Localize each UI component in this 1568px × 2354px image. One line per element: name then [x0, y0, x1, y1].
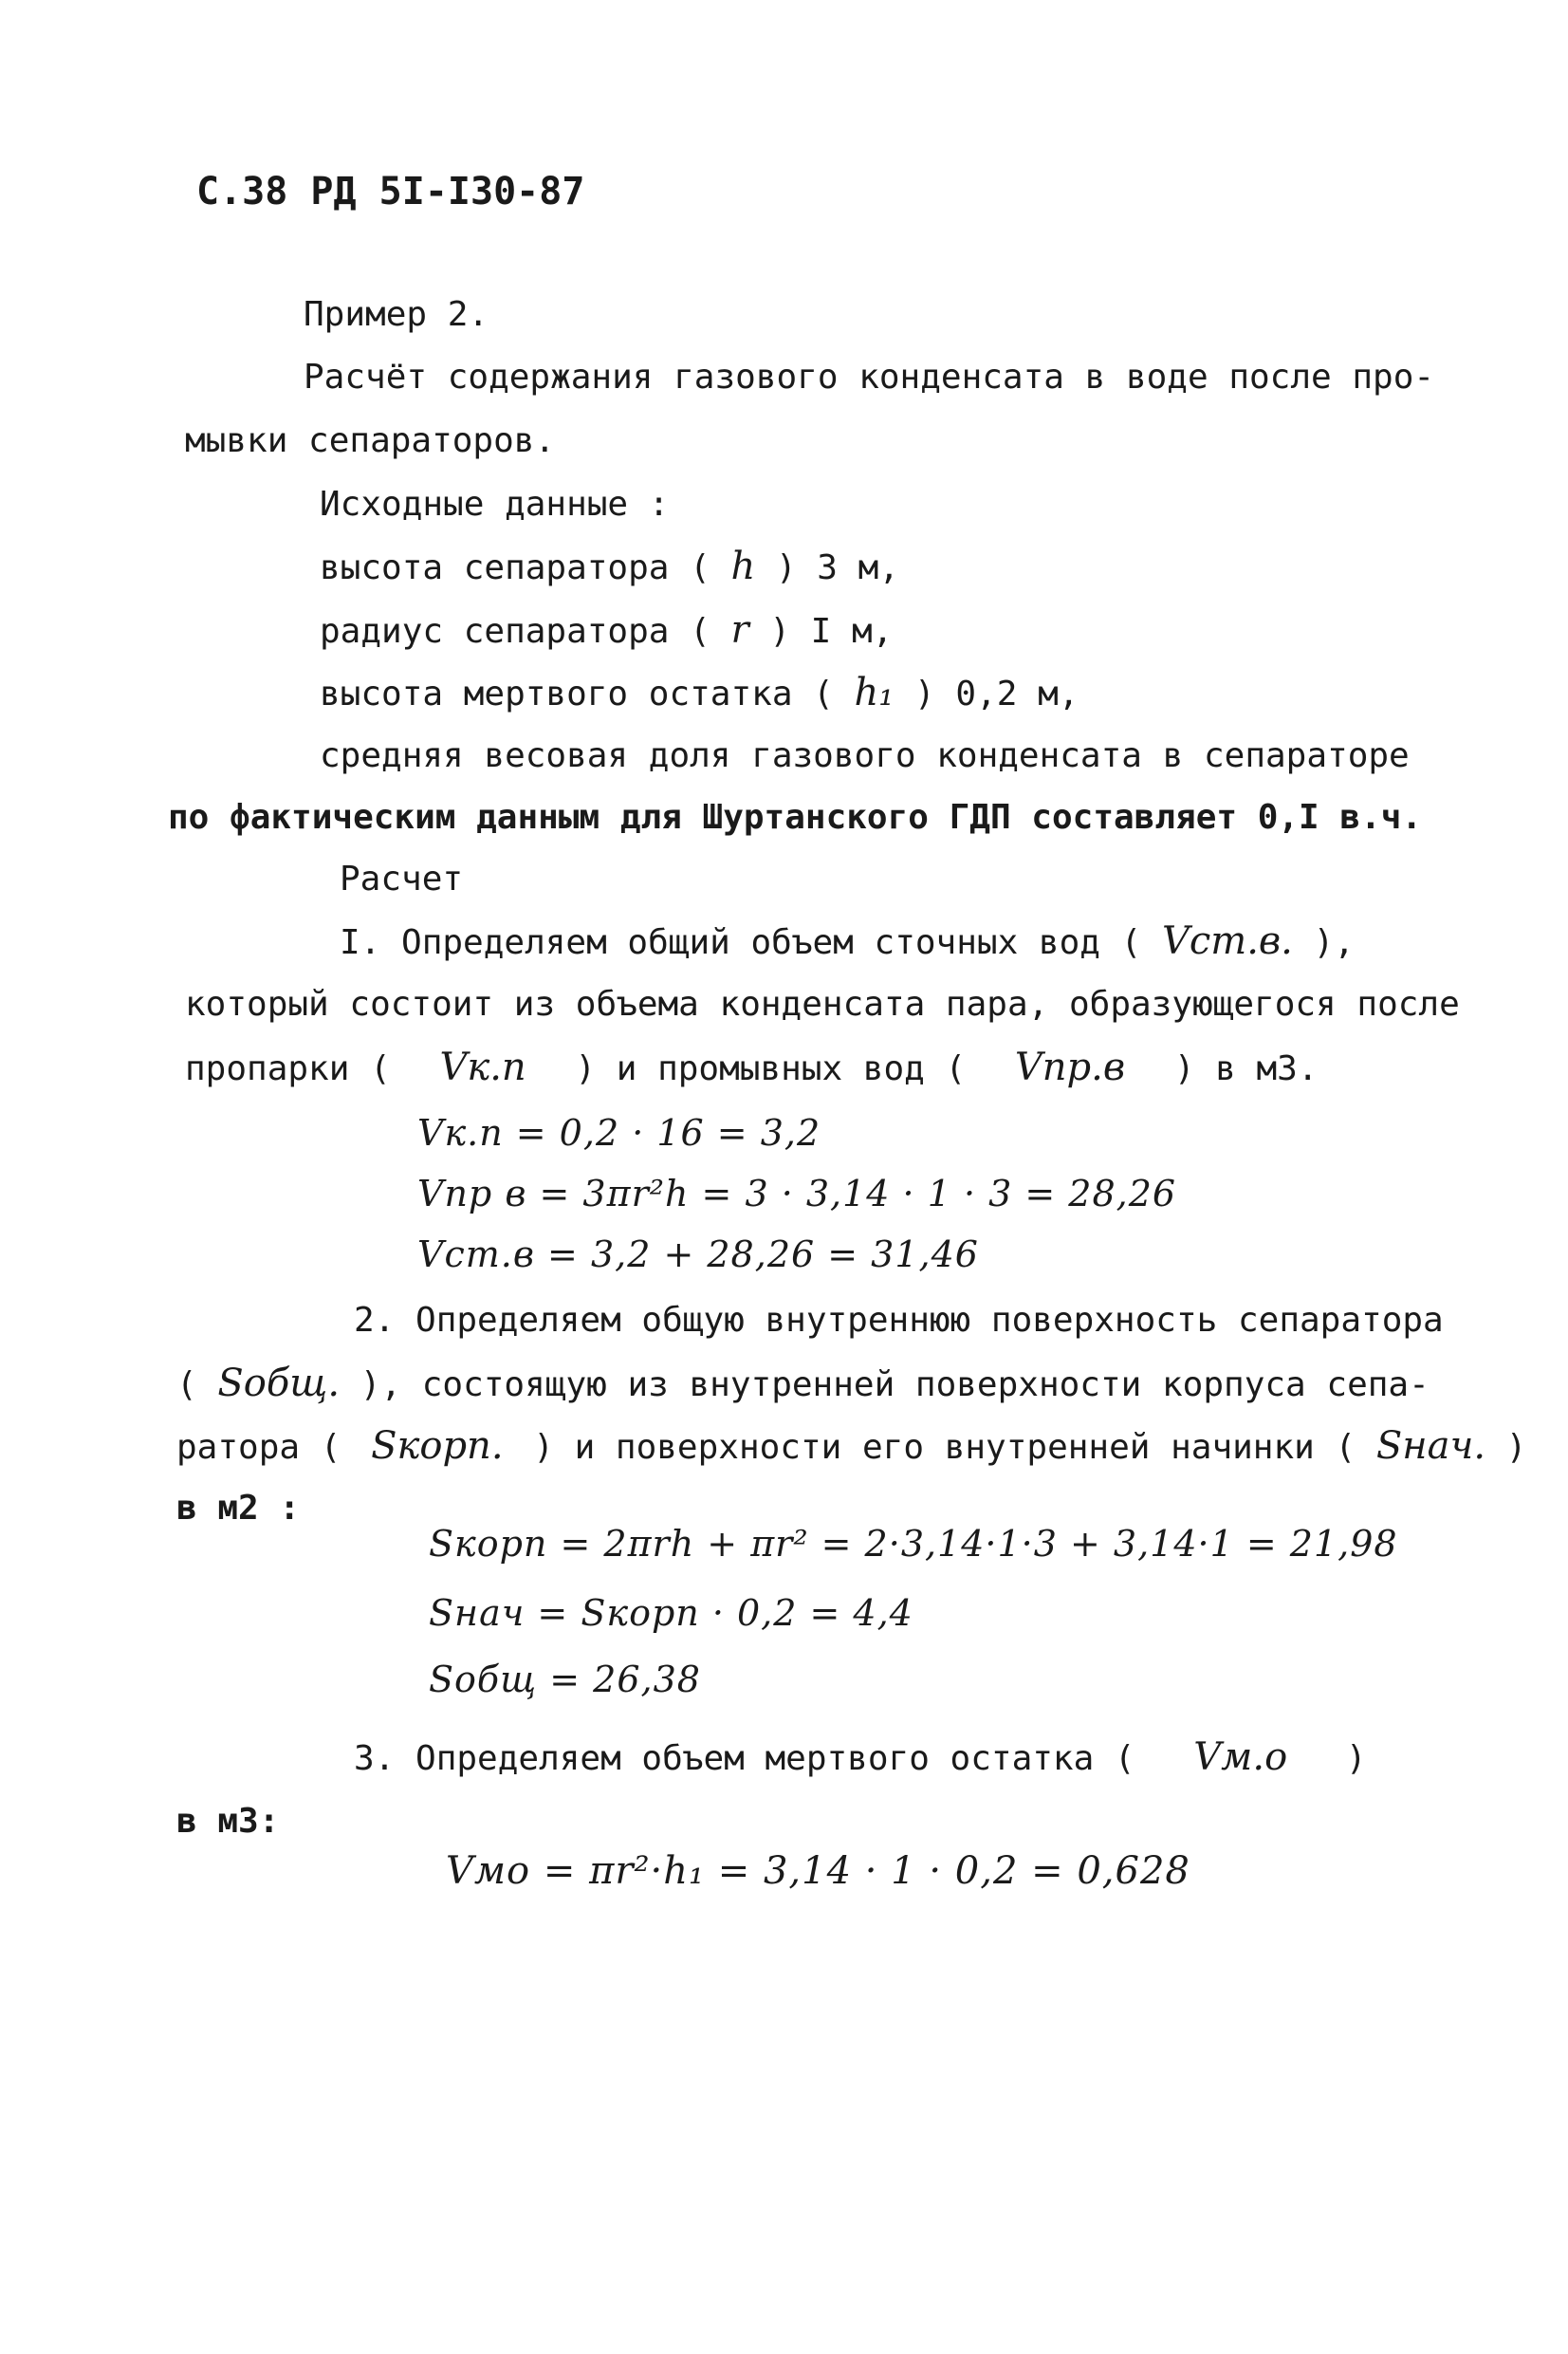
intro-line-1: Расчёт содержания газового конденсата в воде после про- [304, 358, 1435, 397]
formula-s-obsch: Sобщ = 26,38 [429, 1659, 701, 1700]
input-dead-height [320, 672, 1079, 715]
page-header: С.38 РД 5I-I30-87 [196, 170, 585, 213]
symbol-v-k-p: Vк.п [439, 1046, 526, 1089]
step2-line-3-a: ратора ( [176, 1428, 341, 1467]
step2-line-3-b: ) и поверхности его внутренней начинки ( [533, 1428, 1356, 1467]
formula-s-korp: Sкорп = 2πrh + πr² = 2·3,14·1·3 + 3,14·1 = 21,98 [429, 1523, 1398, 1565]
step3-line-1-a: 3. Определяем объем мертвого остатка ( [354, 1739, 1135, 1778]
example-title: Пример 2. [304, 295, 489, 334]
symbol-r: r [730, 608, 749, 652]
input-radius-prefix: радиус сепаратора ( [320, 612, 710, 651]
symbol-s-nach: Sнач. [1375, 1424, 1486, 1468]
share-line-1: средняя весовая доля газового конденсата в сепараторе [320, 736, 1410, 775]
symbol-h1: h₁ [854, 671, 895, 714]
symbol-v-st-v: Vст.в. [1161, 919, 1293, 963]
step1-line-3-c: ) в м3. [1173, 1049, 1319, 1088]
step2-line-2-a: ( [176, 1365, 197, 1404]
formula-v-st: Vст.в = 3,2 + 28,26 = 31,46 [417, 1233, 979, 1275]
step1-line-3-a: пропарки ( [185, 1049, 391, 1088]
step3-line-1 [354, 1736, 1367, 1780]
step3-line-1-b: ) [1345, 1739, 1367, 1778]
step1-line-3 [185, 1047, 1319, 1090]
step2-line-4: в м2 : [176, 1489, 301, 1528]
input-height [320, 546, 899, 589]
input-radius-suffix: ) I м, [769, 612, 894, 651]
step2-line-2 [176, 1362, 1430, 1406]
formula-v-pr: Vпр в = 3πr²h = 3 · 3,14 · 1 · 3 = 28,26 [417, 1173, 1177, 1214]
calc-label: Расчет [340, 860, 464, 899]
formula-v-kp: Vк.п = 0,2 · 16 = 3,2 [417, 1112, 821, 1154]
step1-line-3-b: ) и промывных вод ( [575, 1049, 967, 1088]
input-height-suffix: ) 3 м, [775, 548, 899, 587]
input-radius [320, 609, 893, 653]
step1-line-2: который состоит из объема конденсата пара, образующегося после [185, 985, 1460, 1024]
step1-line-1-suffix: ), [1313, 923, 1355, 962]
step1-line-1 [340, 920, 1355, 964]
input-dead-height-suffix: ) 0,2 м, [914, 675, 1079, 714]
step2-line-2-b: ), состоящую из внутренней поверхности корпуса сепа- [360, 1365, 1430, 1404]
symbol-s-korp: Sкорп. [371, 1424, 504, 1468]
input-dead-height-prefix: высота мертвого остатка ( [320, 675, 834, 714]
symbol-s-obsch: Sобщ. [217, 1362, 341, 1405]
symbol-v-pr-v: Vпр.в [1014, 1046, 1126, 1089]
input-height-prefix: высота сепаратора ( [320, 548, 710, 587]
symbol-v-mo: Vм.о [1193, 1735, 1288, 1779]
formula-s-nach: Sнач = Sкорп · 0,2 = 4,4 [429, 1592, 913, 1634]
step1-line-1-prefix: I. Определяем общий объем сточных вод ( [340, 923, 1142, 962]
input-data-label: Исходные данные : [320, 485, 670, 524]
step2-line-3 [176, 1425, 1526, 1469]
symbol-h: h [730, 545, 756, 588]
step2-line-1: 2. Определяем общую внутреннюю поверхность сепаратора [354, 1301, 1444, 1340]
intro-line-2: мывки сепараторов. [185, 421, 556, 460]
step3-line-2: в м3: [176, 1802, 280, 1841]
formula-v-mo: Vмо = πr²·h₁ = 3,14 · 1 · 0,2 = 0,628 [446, 1849, 1190, 1893]
share-line-2: по фактическим данным для Шуртанского ГДП составляет 0,I в.ч. [168, 798, 1423, 837]
step2-line-3-c: ) [1505, 1428, 1527, 1467]
